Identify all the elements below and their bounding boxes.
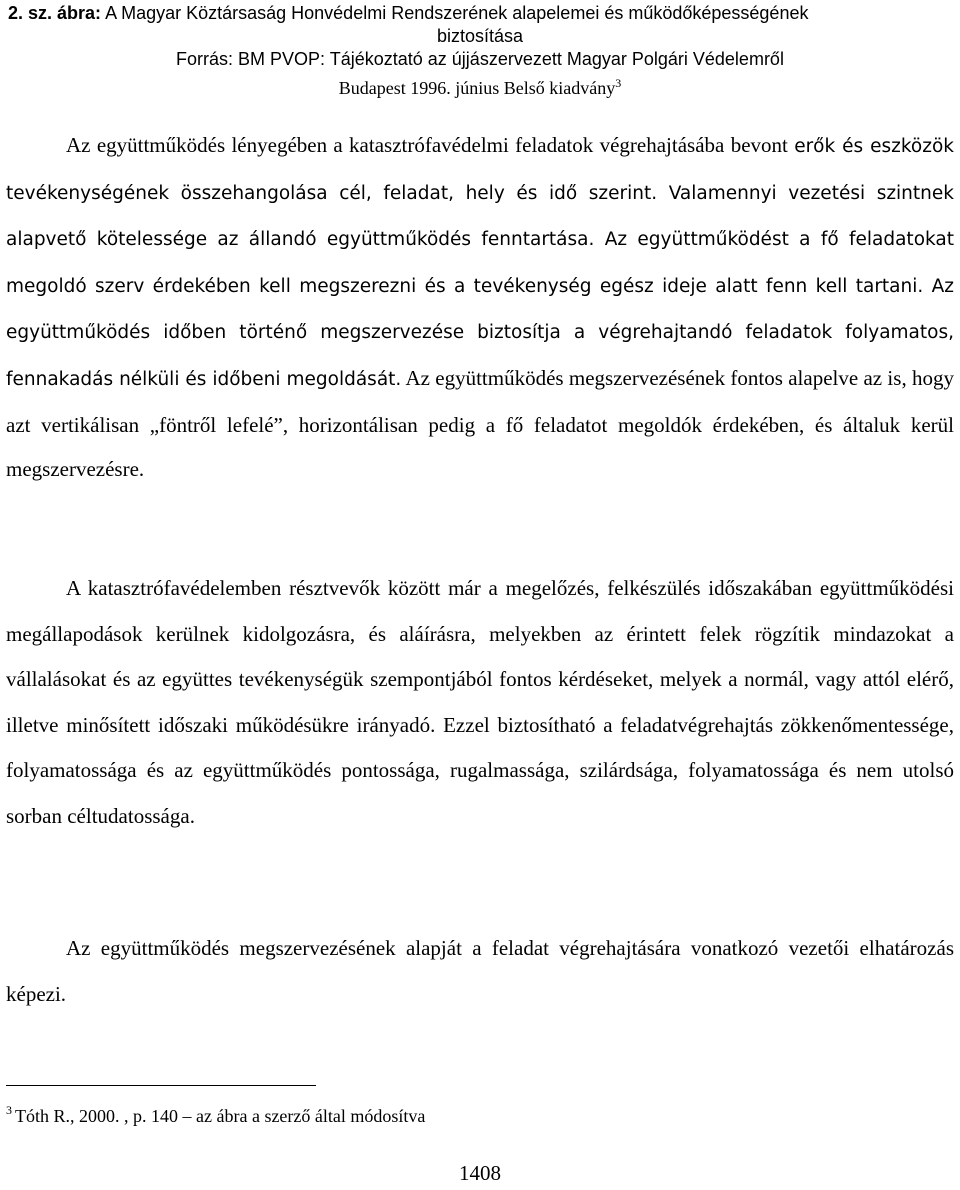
paragraph-1-sans-part: erők és eszközök tevékenységének összehangolása cél, feladat, hely és idő szerint. Valamennyi vezetési szintnek alapvető kötelessége az állandó együttműködés fenntartása. Az együttműködést a fő feladatokat megoldó szerv érdekében kell megszerezni és a tevékenység egész ideje alatt fenn kell tartani. Az együttműködés időben történő megszervezése biztosítja a végrehajtandó feladatok folyamatos, fennakadás nélküli és időbeni megoldását. xyxy=(6,136,954,390)
caption-title-line-1 xyxy=(8,2,808,25)
caption-source-text: Budapest 1996. június Belső kiadvány xyxy=(338,78,616,98)
paragraph-1-lead: Az együttműködés lényegében a katasztrófavédelmi feladatok végrehajtásába bevont xyxy=(66,133,795,157)
figure-title: A Magyar Köztársaság Honvédelmi Rendszerének alapelemei és működőképességének xyxy=(105,3,809,23)
paragraph-3: Az együttműködés megszervezésének alapját a feladat végrehajtására vonatkozó vezetői elhatározás képezi. xyxy=(6,936,954,1006)
page-number: 1408 xyxy=(459,1161,501,1185)
footnote-text: Tóth R., 2000. , p. 140 – az ábra a szerző által módosítva xyxy=(15,1106,426,1126)
paragraph-1 xyxy=(6,123,954,492)
paragraph-2: A katasztrófavédelemben résztvevők között már a megelőzés, felkészülés időszakában együttműködési megállapodások kerülnek kidolgozásra, és aláírásra, melyekben az érintett felek rögzítik mindazokat a vállalásokat és az együttes tevékenységük szempontjából fontos kérdéseket, melyek a normál, vagy attól elérő, illetve minősített időszaki működésükre irányadó. Ezzel biztosítható a feladatvégrehajtás zökkenőmentessége, folyamatossága és az együttműködés pontossága, rugalmassága, szilárdsága, folyamatossága és nem utolsó sorban céltudatossága. xyxy=(6,576,954,828)
footnote xyxy=(6,1097,425,1129)
caption-source-line-1: Forrás: BM PVOP: Tájékoztató az újjászervezett Magyar Polgári Védelemről xyxy=(176,49,784,69)
footnote-number: 3 xyxy=(6,1103,12,1117)
figure-label: 2. sz. ábra: xyxy=(8,3,102,23)
footnote-reference: 3 xyxy=(615,76,622,90)
paragraph-1-tail: Az együttműködés megszervezésének fontos alapelve az is, hogy azt vertikálisan „föntről lefelé”, horizontálisan pedig a fő feladatot megoldók érdekében, és általuk kerül megszervezésre. xyxy=(6,365,954,482)
caption-title-line-2: biztosítása xyxy=(436,26,524,46)
caption-source-line-2 xyxy=(0,72,960,100)
footnote-divider xyxy=(6,1085,316,1086)
